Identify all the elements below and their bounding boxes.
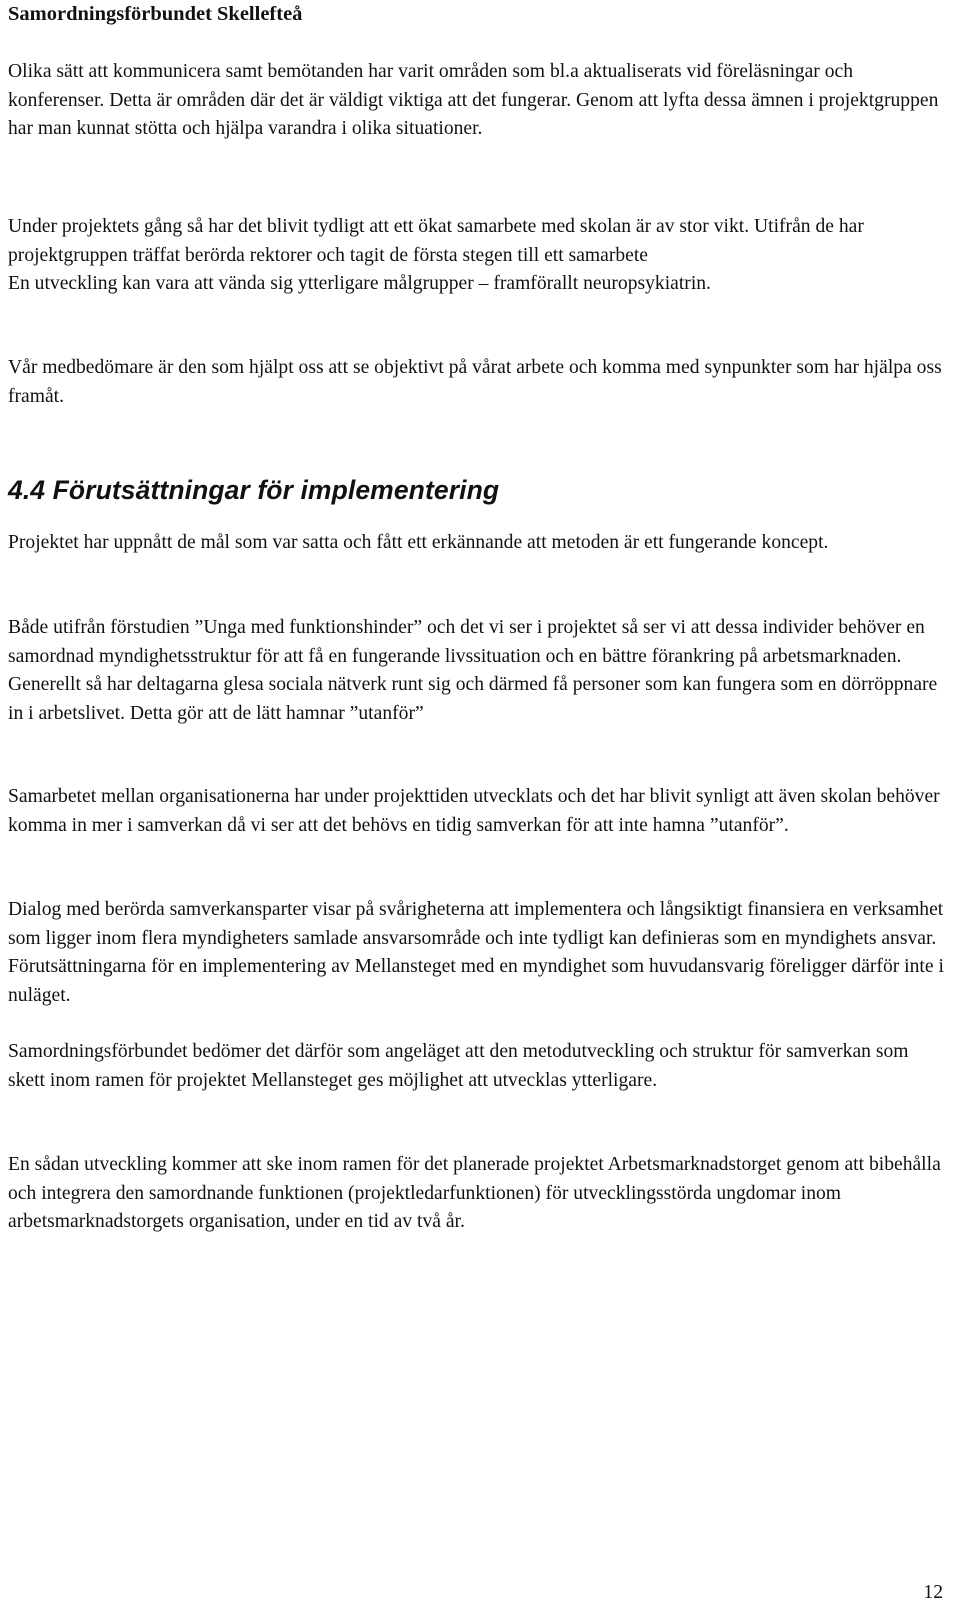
paragraph-text: Projektet har uppnått de mål som var satta och fått ett erkännande att metoden är ett fungerande koncept. [8, 532, 829, 553]
section-heading: 4.4 Förutsättningar för implementering [8, 475, 500, 505]
paragraph-text: Under projektets gång så har det blivit tydligt att ett ökat samarbete med skolan är av stor vikt. Utifrån de har projektgruppen träffat berörda rektorer och tagit de första stegen till ett samarbete [8, 216, 864, 266]
paragraph-text: Dialog med berörda samverkansparter visar på svårigheterna att implementera och långsiktigt finansiera en verksamhet som ligger inom flera myndigheters samlade ansvarsområde och inte tydligt kan definieras som en myndighets ansvar. Förutsättningarna för en implementering av Mellansteget med en myndighet som huvudansvarig föreligger därför inte i nuläget. [8, 899, 944, 1007]
paragraph-co-assessor [8, 354, 946, 411]
paragraph-goals [8, 529, 946, 558]
paragraph-text: Generellt så har deltagarna glesa sociala nätverk runt sig och därmed få personer som kan fungera som en dörröppnare in i arbetslivet. Detta gör att de lätt hamnar ”utanför” [8, 674, 938, 725]
paragraph-text: En utveckling kan vara att vända sig ytterligare målgrupper – framförallt neuropsykiatrin. [8, 273, 711, 295]
paragraph-text: Både utifrån förstudien ”Unga med funktionshinder” och det vi ser i projektet så ser vi att dessa individer behöver en samordnad myndighetsstruktur för att få en fungerande livssituation och en bättre förankring på arbetsmarknaden. [8, 617, 925, 667]
paragraph-dialog [8, 896, 946, 1011]
page-header: Samordningsförbundet Skellefteå [8, 3, 303, 25]
paragraph-organisations [8, 783, 946, 840]
paragraph-text: Vår medbedömare är den som hjälpt oss att se objektivt på vårat arbete och komma med synpunkter som har hjälpa oss framåt. [8, 357, 942, 407]
paragraph-prestudy [8, 614, 946, 729]
paragraph-text: En sådan utveckling kommer att ske inom ramen för det planerade projektet Arbetsmarknadstorget genom att bibehålla och integrera den samordnande funktionen (projektledarfunktionen) för utvecklingsstörda ungdomar inom arbetsmarknadstorgets organisation, under en tid av två år. [8, 1154, 941, 1233]
paragraph-development [8, 1151, 946, 1237]
paragraph-text: Samordningsförbundet bedömer det därför som angeläget att den metodutveckling och struktur för samverkan som skett inom ramen för projektet Mellansteget ges möjlighet att utvecklas ytterligare. [8, 1041, 909, 1091]
paragraph-school-cooperation [8, 213, 946, 299]
paragraph-assessment [8, 1038, 946, 1095]
page-number: 12 [923, 1582, 943, 1603]
paragraph-text: Samarbetet mellan organisationerna har under projekttiden utvecklats och det har blivit synligt att även skolan behöver komma in mer i samverkan då vi ser att det behövs en tidig samverkan för att inte hamna ”utanför”. [8, 786, 940, 836]
paragraph-communication [8, 58, 946, 144]
paragraph-text: Olika sätt att kommunicera samt bemötanden har varit områden som bl.a aktualiserats vid föreläsningar och konferenser. Detta är områden där det är väldigt viktiga att det fungerar. Genom att lyfta dessa ämnen i projektgruppen har man kunnat stötta och hjälpa varandra i olika situationer. [8, 61, 939, 140]
